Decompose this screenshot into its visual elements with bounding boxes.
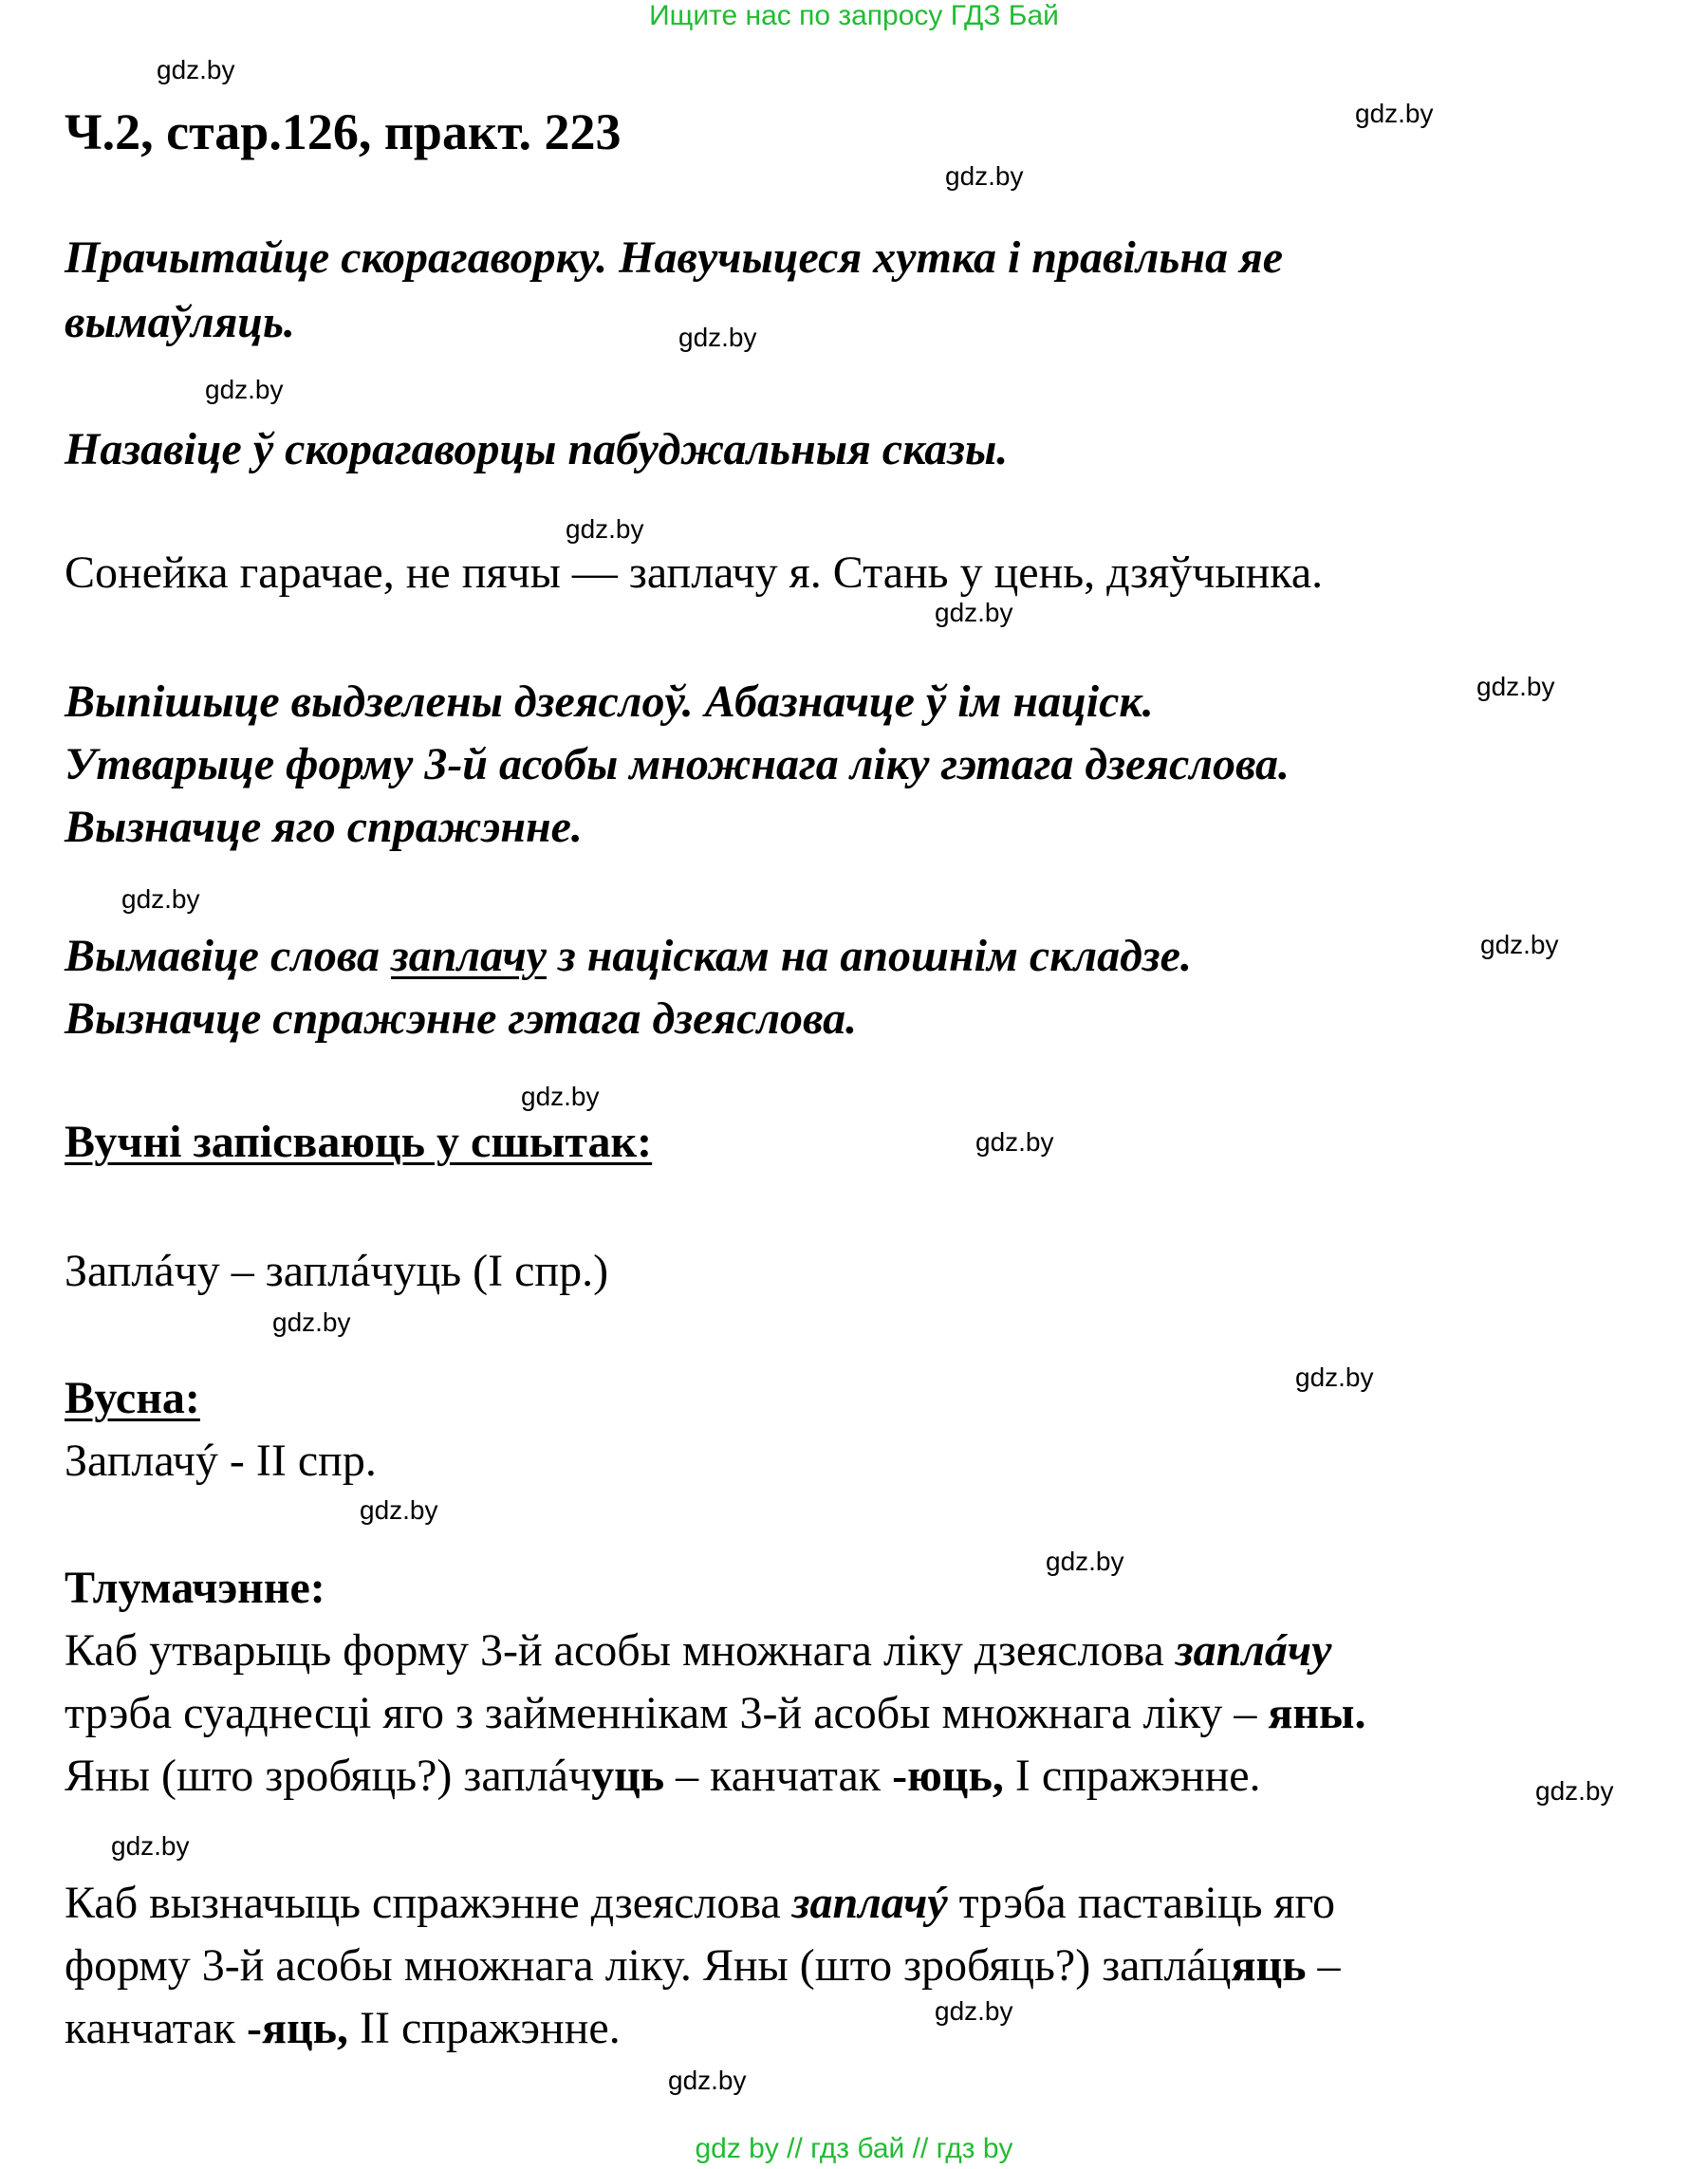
task1-line2: вымаўляць.	[65, 297, 295, 347]
watermark: gdz.by	[521, 1082, 600, 1111]
explanation-p2-line1	[65, 1877, 1335, 1929]
p2-l1-text: Каб вызначыць спражэнне дзеяслова	[65, 1878, 792, 1928]
watermark: gdz.by	[935, 598, 1013, 627]
explanation-p1-line1	[65, 1624, 1331, 1677]
watermark: gdz.by	[566, 514, 644, 544]
p1-l3-suffix: -юць,	[892, 1751, 1004, 1801]
task2-text: Назавіце ў скорагаворцы пабуджальныя сказы.	[65, 424, 1009, 474]
p1-l2-text: трэба суаднесці яго з займеннікам 3-й асобы множнага ліку –	[65, 1688, 1269, 1738]
explanation-p2-line2	[65, 1939, 1341, 1992]
p1-l1-keyword: заплáчу	[1175, 1625, 1332, 1676]
tongue-twister: Сонейка гарачае, не пячы — заплачу я. Стань у цень, дзяўчынка.	[65, 547, 1324, 598]
oral-answer: Заплачý - II спр.	[65, 1436, 377, 1486]
explanation-p1-line3	[65, 1750, 1261, 1802]
p2-l1-keyword: заплачý	[791, 1878, 948, 1928]
task4-keyword: заплачу	[391, 931, 547, 981]
p2-l2-ending: яць	[1231, 1940, 1307, 1991]
p2-l3-suffix: -яць,	[246, 2003, 348, 2053]
p1-l3-mid: – канчатак	[664, 1751, 893, 1801]
explanation-p2-line3	[65, 2002, 621, 2054]
task3-line3: Вызначце яго спражэнне.	[65, 802, 583, 852]
watermark: gdz.by	[1476, 672, 1555, 701]
watermark: gdz.by	[668, 2066, 747, 2095]
task4-line2: Вызначце спражэнне гэтага дзеяслова.	[65, 993, 858, 1044]
p1-l1-text: Каб утварыць форму 3-й асобы множнага ліку дзеяслова	[65, 1625, 1176, 1676]
watermark: gdz.by	[205, 375, 284, 404]
notebook-answer: Заплáчу – заплáчуць (I спр.)	[65, 1246, 609, 1296]
task1-line1: Прачытайце скорагаворку. Навучыцеся хутка і правільна яе	[65, 232, 1283, 283]
oral-heading: Вусна:	[65, 1373, 200, 1423]
p1-l3-ending: уць	[591, 1751, 665, 1801]
watermark: gdz.by	[678, 323, 757, 352]
p1-l3-text: Яны (што зробяць?) заплáч	[65, 1751, 592, 1801]
watermark: gdz.by	[111, 1831, 190, 1861]
watermark: gdz.by	[975, 1127, 1054, 1157]
p2-l3-text: канчатак	[65, 2003, 247, 2053]
watermark: gdz.by	[935, 1996, 1013, 2026]
explanation-heading: Тлумачэнне:	[65, 1563, 325, 1613]
top-banner: Ищите нас по запросу ГДЗ Бай	[649, 0, 1059, 31]
notebook-heading: Вучні запісваюць у сшытак:	[65, 1117, 653, 1167]
watermark: gdz.by	[1535, 1776, 1614, 1806]
explanation-p1-line2	[65, 1687, 1366, 1739]
task3-line2: Утварыце форму 3-й асобы множнага ліку гэтага дзеяслова.	[65, 739, 1290, 789]
watermark: gdz.by	[1046, 1547, 1124, 1576]
p1-l3-end: I спражэнне.	[1003, 1751, 1261, 1801]
task4-line1-start: Вымавіце слова	[65, 931, 392, 981]
p1-l2-pronoun: яны.	[1268, 1688, 1366, 1738]
p2-l3-end: II спражэнне.	[347, 2003, 621, 2053]
watermark: gdz.by	[1480, 930, 1559, 959]
watermark: gdz.by	[360, 1495, 438, 1525]
footer-links: gdz by // гдз бай // гдз by	[695, 2133, 1013, 2164]
watermark: gdz.by	[1295, 1363, 1374, 1392]
task4-line1-end: з націскам на апошнім складзе.	[546, 931, 1192, 981]
task3-line1: Выпішыце выдзелены дзеяслоў. Абазначце ў ім націск.	[65, 677, 1154, 727]
task4-line1	[65, 930, 1192, 982]
watermark: gdz.by	[945, 161, 1024, 191]
watermark: gdz.by	[121, 884, 200, 914]
watermark: gdz.by	[272, 1307, 351, 1337]
watermark: gdz.by	[1355, 99, 1434, 128]
p2-l2-end: –	[1306, 1940, 1341, 1991]
page-title: Ч.2, стар.126, практ. 223	[65, 103, 622, 160]
p2-l1-end: трэба паставіць яго	[947, 1878, 1336, 1928]
watermark: gdz.by	[157, 55, 235, 84]
p2-l2-text: форму 3-й асобы множнага ліку. Яны (што зробяць?) заплáц	[65, 1940, 1232, 1991]
